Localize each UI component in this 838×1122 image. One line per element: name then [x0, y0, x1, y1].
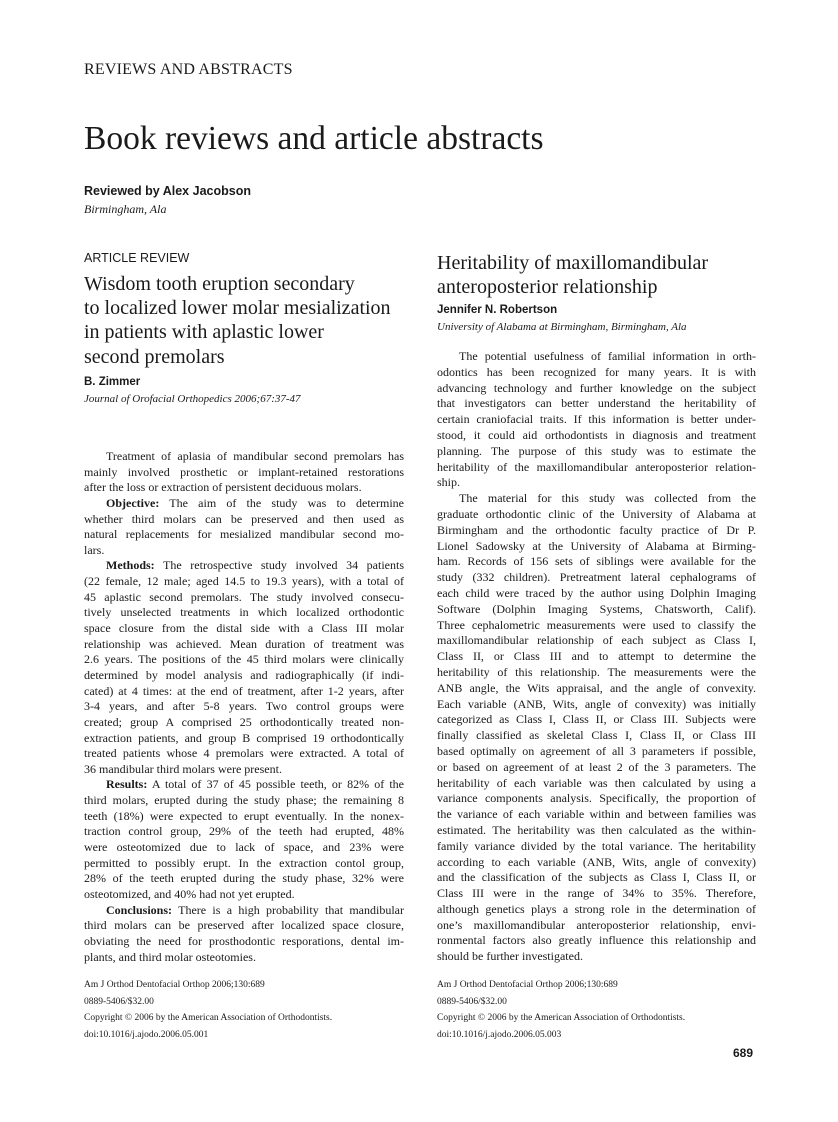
- line-text: 45 aplastic second premolars. The study involved consecu-: [84, 589, 404, 604]
- line-text: The retrospective study involved 34 patients: [154, 558, 404, 573]
- text-line: [84, 527, 404, 543]
- text-line: [437, 554, 756, 570]
- doi: doi:10.1016/j.ajodo.2006.05.001: [84, 1029, 209, 1040]
- line-text: osteotomized, and 40% had not yet erupted.: [84, 886, 295, 901]
- line-text: relationship was achieved. Mean duration of treatment was: [84, 636, 404, 651]
- left-article-footer: [84, 977, 414, 1043]
- line-text: ANB angle, the Wits appraisal, and the angle of convexity.: [437, 680, 756, 695]
- text-line: [437, 539, 756, 555]
- text-line: [84, 574, 404, 590]
- line-text: heritability of the maxillomandibular anteroposterior relation-: [437, 459, 756, 474]
- line-text: Treatment of aplasia of mandibular second premolars has: [106, 449, 404, 463]
- text-line: [437, 681, 756, 697]
- text-line: [84, 699, 404, 715]
- text-line: [84, 840, 404, 856]
- line-text: maxillomandibular relationship of each subject as Class I,: [437, 633, 756, 648]
- text-line: [437, 475, 756, 491]
- text-line: [84, 887, 404, 903]
- right-article-affiliation: University of Alabama at Birmingham, Birmingham, Ala: [437, 321, 687, 333]
- text-line: [84, 950, 404, 966]
- line-text: permitted to possibly erupt. In the extraction contol group,: [84, 855, 404, 870]
- line-text: The potential usefulness of familial information in orth-: [459, 349, 756, 363]
- text-line: [437, 649, 756, 665]
- text-line: [437, 839, 756, 855]
- line-text: variance components analysis. Specifically, the proportion of: [437, 791, 756, 806]
- paragraph: [84, 449, 404, 496]
- citation: Am J Orthod Dentofacial Orthop 2006;130:689: [437, 980, 618, 990]
- line-text: and the classification of the subjects as Class I, Class II, or: [437, 870, 756, 885]
- doi: doi:10.1016/j.ajodo.2006.05.003: [437, 1029, 562, 1040]
- line-text: estimated. The heritability was then calculated as the within-: [437, 822, 756, 837]
- issn-price: 0889-5406/$32.00: [84, 996, 154, 1007]
- text-line: [437, 507, 756, 523]
- line-text: heritability of this relationship. The measurements were the: [437, 664, 756, 679]
- left-article-title: [84, 272, 391, 369]
- line-text: family variance divided by the total variance. The heritability: [437, 838, 756, 853]
- title-line: in patients with aplastic lower: [84, 321, 324, 344]
- text-line: [437, 460, 756, 476]
- text-line: [437, 444, 756, 460]
- text-line: [437, 807, 756, 823]
- line-text: third molars, erupted during the study phase; the remaining 8: [84, 793, 404, 808]
- line-text: categorized as Class I, Class II, or Class III. Subjects were: [437, 712, 756, 727]
- line-text: certain craniofacial traits. If this information is better under-: [437, 412, 756, 427]
- line-text: 28% of the teeth erupted during the study phase, 32% were: [84, 871, 404, 886]
- line-text: advancing technology and further knowledge on the subject: [437, 380, 756, 395]
- text-line: [437, 428, 756, 444]
- line-text: although genetics plays a strong role in the determination of: [437, 901, 756, 916]
- page-title: Book reviews and article abstracts: [84, 120, 544, 157]
- title-line: to localized lower molar mesialization: [84, 297, 391, 320]
- line-text: lars.: [84, 542, 105, 557]
- text-line: [84, 746, 404, 762]
- article-review-label: ARTICLE REVIEW: [84, 251, 190, 265]
- line-text: planning. The purpose of this study was to estimate the: [437, 443, 756, 458]
- text-line: [437, 381, 756, 397]
- text-line: [84, 652, 404, 668]
- line-text: that investigators can better understand the heritability of: [437, 396, 756, 411]
- line-text: one’s maxillomandibular anteroposterior relationship, envi-: [437, 917, 756, 932]
- text-line: [437, 570, 756, 586]
- text-line: [437, 712, 756, 728]
- copyright: Copyright © 2006 by the American Association of Orthodontists.: [84, 1013, 333, 1024]
- line-text: obviating the need for prosthodontic resporations, dental im-: [84, 933, 404, 948]
- text-line: [437, 349, 756, 365]
- page-number: 689: [733, 1046, 754, 1060]
- title-line: second premolars: [84, 345, 225, 368]
- text-line: [437, 665, 756, 681]
- line-text: The material for this study was collected from the: [459, 491, 756, 506]
- text-line: [437, 918, 756, 934]
- line-text: ship.: [437, 475, 461, 490]
- text-line: [437, 697, 756, 713]
- section-header: REVIEWS AND ABSTRACTS: [84, 61, 293, 78]
- paragraph: [437, 491, 756, 965]
- line-text: The aim of the study was to determine: [159, 495, 404, 510]
- text-line: [84, 809, 404, 825]
- line-text: graduate orthodontic clinic of the University of Alabama at: [437, 506, 756, 521]
- line-text: natural replacements for mesialized mandibular second mo-: [84, 527, 404, 542]
- title-line: Heritability of maxillomandibular: [437, 252, 709, 274]
- text-line: [84, 684, 404, 700]
- line-text: third molars can be preserved after localized space closure,: [84, 918, 404, 933]
- paragraph: [84, 903, 404, 966]
- line-text: Each variable (ANB, Wits, angle of convexity) was initially: [437, 696, 756, 711]
- right-article-body: [437, 349, 756, 965]
- paragraph: [84, 558, 404, 777]
- line-text: tively unselected treatments in which localized orthodontic: [84, 605, 404, 620]
- line-text: Three cephalometric measurements were used to classify the: [437, 617, 756, 632]
- left-article-journal: Journal of Orofacial Orthopedics 2006;67:37-47: [84, 393, 301, 405]
- text-line: [437, 396, 756, 412]
- reviewer-location: Birmingham, Ala: [84, 202, 167, 216]
- line-text: Software (Dolphin Imaging Systems, Chatsworth, Calif).: [437, 601, 756, 616]
- line-text: cated) at 4 times: at the end of treatment, after 1-2 years, after: [84, 683, 404, 698]
- text-line: [84, 762, 404, 778]
- line-text: There is a high probability that mandibular: [172, 902, 404, 917]
- paragraph-label: Conclusions:: [106, 902, 173, 917]
- line-text: treated patients whose 4 premolars were extracted. A total of: [84, 746, 404, 761]
- text-line: [84, 465, 404, 481]
- line-text: or based on agreement of at least 2 of the 3 parameters. The: [437, 759, 756, 774]
- text-line: [437, 855, 756, 871]
- line-text: traction control group, 29% of the teeth had erupted, 48%: [84, 824, 404, 839]
- text-line: [84, 918, 404, 934]
- text-line: [84, 605, 404, 621]
- line-text: Birmingham and the orthodontic faculty practice of Dr P.: [437, 522, 756, 537]
- text-line: [84, 543, 404, 559]
- text-line: [84, 731, 404, 747]
- text-line: [437, 902, 756, 918]
- text-line: [437, 633, 756, 649]
- text-line: [84, 793, 404, 809]
- reviewer-name: Reviewed by Alex Jacobson: [84, 184, 251, 198]
- citation: Am J Orthod Dentofacial Orthop 2006;130:689: [84, 980, 265, 990]
- line-text: space closure from the distal side with a Class III molar: [84, 621, 404, 636]
- line-text: ronmental factors also greatly influence this relationship and: [437, 933, 756, 948]
- line-text: extraction patients, and group B comprised 19 orthodontically: [84, 730, 404, 745]
- line-text: Lionel Sadowsky at the University of Alabama at Birming-: [437, 538, 756, 553]
- paragraph-label: Objective:: [106, 495, 160, 510]
- text-line: [437, 365, 756, 381]
- text-line: [437, 602, 756, 618]
- line-text: heritability of each variable was then calculated by using a: [437, 775, 756, 790]
- paragraph: [437, 349, 756, 491]
- line-text: (22 female, 12 male; aged 14.5 to 19.3 years), with a total of: [84, 574, 404, 589]
- line-text: based optimally on agreement of all 3 parameters if possible,: [437, 743, 756, 758]
- left-article-body: [84, 449, 404, 965]
- line-text: 36 mandibular third molars were present.: [84, 761, 282, 776]
- text-line: [437, 791, 756, 807]
- line-text: 2.6 years. The positions of the 45 third molars were clinically: [84, 652, 404, 667]
- text-line: [84, 512, 404, 528]
- line-text: Class II, or Class III and to attempt to determine the: [437, 649, 756, 664]
- line-text: determined by model analysis and radiographically (if indi-: [84, 667, 404, 682]
- line-text: stood, it could aid orthodontists in diagnosis and treatment: [437, 427, 756, 442]
- text-line: [84, 934, 404, 950]
- text-line: [84, 903, 404, 919]
- line-text: study (332 children). Pretreatment lateral cephalograms of: [437, 570, 756, 585]
- text-line: [437, 823, 756, 839]
- text-line: [437, 776, 756, 792]
- text-line: [84, 480, 404, 496]
- paragraph-label: Results:: [106, 777, 148, 792]
- text-line: [437, 618, 756, 634]
- line-text: were osteotomized due to lack of space, and 23% were: [84, 840, 404, 855]
- text-line: [84, 856, 404, 872]
- right-article-author: Jennifer N. Robertson: [437, 304, 558, 316]
- line-text: finally classified as skeletal Class I, Class II, or Class III: [437, 728, 756, 743]
- text-line: [437, 491, 756, 507]
- line-text: ham. Records of 156 sets of siblings were available for the: [437, 554, 756, 569]
- text-line: [437, 523, 756, 539]
- copyright: Copyright © 2006 by the American Association of Orthodontists.: [437, 1013, 686, 1024]
- text-line: [84, 777, 404, 793]
- title-line: Wisdom tooth eruption secondary: [84, 273, 355, 295]
- line-text: after the loss or extraction of persistent deciduous molars.: [84, 480, 362, 495]
- text-line: [437, 728, 756, 744]
- paragraph: [84, 496, 404, 559]
- line-text: 3-4 years, and after 5-8 years. Two control groups were: [84, 699, 404, 714]
- text-line: [84, 558, 404, 574]
- text-line: [84, 637, 404, 653]
- line-text: teeth (18%) were expected to erupt eventually. In the nonex-: [84, 808, 404, 823]
- line-text: each child were traced by the author using Dolphin Imaging: [437, 585, 756, 600]
- paragraph: [84, 777, 404, 902]
- text-line: [84, 449, 404, 465]
- text-line: [84, 715, 404, 731]
- paragraph-label: Methods:: [106, 558, 155, 573]
- right-article-title: [437, 251, 708, 299]
- text-line: [84, 621, 404, 637]
- title-line: anteroposterior relationship: [437, 276, 658, 299]
- line-text: created; group A comprised 25 orthodontically treated non-: [84, 714, 404, 729]
- text-line: [437, 412, 756, 428]
- left-article-author: B. Zimmer: [84, 376, 141, 388]
- text-line: [437, 586, 756, 602]
- line-text: whether third molars can be preserved and then used as: [84, 511, 404, 526]
- line-text: the variance of each variable within and between families was: [437, 807, 756, 822]
- text-line: [84, 668, 404, 684]
- text-line: [437, 886, 756, 902]
- line-text: plants, and third molar osteotomies.: [84, 949, 256, 964]
- line-text: mainly involved prosthetic or implant-retained restorations: [84, 464, 404, 479]
- text-line: [437, 870, 756, 886]
- right-article-footer: [437, 977, 767, 1043]
- text-line: [84, 496, 404, 512]
- text-line: [437, 744, 756, 760]
- text-line: [437, 933, 756, 949]
- text-line: [437, 949, 756, 965]
- line-text: odontics has been recognized for many years. It is with: [437, 364, 756, 379]
- line-text: should be further investigated.: [437, 949, 583, 964]
- line-text: A total of 37 of 45 possible teeth, or 82% of the: [147, 777, 404, 792]
- text-line: [437, 760, 756, 776]
- issn-price: 0889-5406/$32.00: [437, 996, 507, 1007]
- text-line: [84, 871, 404, 887]
- text-line: [84, 590, 404, 606]
- line-text: according to each variable (ANB, Wits, angle of convexity): [437, 854, 756, 869]
- text-line: [84, 824, 404, 840]
- line-text: Class III were in the range of 34% to 35%. Therefore,: [437, 886, 756, 901]
